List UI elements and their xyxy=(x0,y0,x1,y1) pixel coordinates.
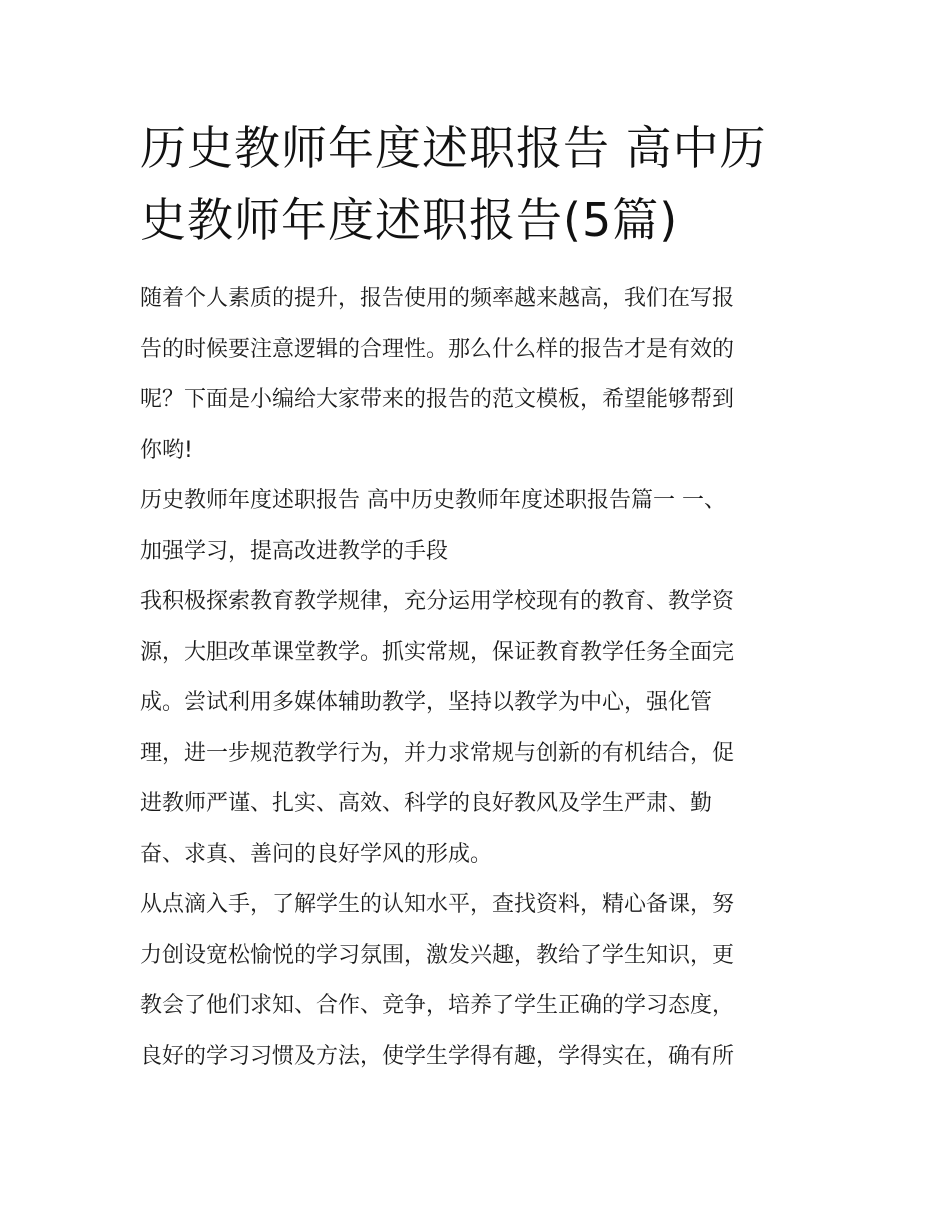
document-title xyxy=(140,112,820,256)
intro-paragraph xyxy=(140,274,820,476)
body-paragraph xyxy=(140,577,820,880)
title-line: 历史教师年度述职报告 高中历 xyxy=(140,121,767,175)
text-line: 教会了他们求知、合作、竞争，培养了学生正确的学习态度， xyxy=(140,993,735,1018)
body-paragraph xyxy=(140,880,820,1082)
text-line: 理，进一步规范教学行为，并力求常规与创新的有机结合，促 xyxy=(140,740,735,766)
text-line: 力创设宽松愉悦的学习氛围，激发兴趣，教给了学生知识，更 xyxy=(140,942,735,968)
text-line: 源，大胆改革课堂教学。抓实常规，保证教育教学任务全面完 xyxy=(140,639,735,665)
text-line: 良好的学习习惯及方法，使学生学得有趣，学得实在，确有所 xyxy=(140,1043,735,1069)
section-heading-paragraph xyxy=(140,476,820,577)
text-line: 从点滴入手，了解学生的认知水平，查找资料，精心备课，努 xyxy=(140,892,735,917)
document-content xyxy=(140,112,820,1082)
text-line: 历史教师年度述职报告 高中历史教师年度述职报告篇一 一、 xyxy=(140,488,726,513)
text-line: 随着个人素质的提升，报告使用的频率越来越高，我们在写报 xyxy=(140,286,735,311)
text-line: 告的时候要注意逻辑的合理性。那么什么样的报告才是有效的 xyxy=(140,336,735,362)
text-line: 你哟! xyxy=(140,437,193,463)
text-line: 成。尝试利用多媒体辅助教学，坚持以教学为中心，强化管 xyxy=(140,690,713,715)
text-line: 进教师严谨、扎实、高效、科学的良好教风及学生严肃、勤 xyxy=(140,791,713,816)
text-line: 奋、求真、善问的良好学风的形成。 xyxy=(140,841,493,867)
text-line: 我积极探索教育教学规律，充分运用学校现有的教育、教学资 xyxy=(140,589,735,614)
title-line: 史教师年度述职报告(5篇) xyxy=(140,193,679,247)
text-line: 呢？下面是小编给大家带来的报告的范文模板，希望能够帮到 xyxy=(140,387,735,412)
text-line: 加强学习，提高改进教学的手段 xyxy=(140,538,449,564)
